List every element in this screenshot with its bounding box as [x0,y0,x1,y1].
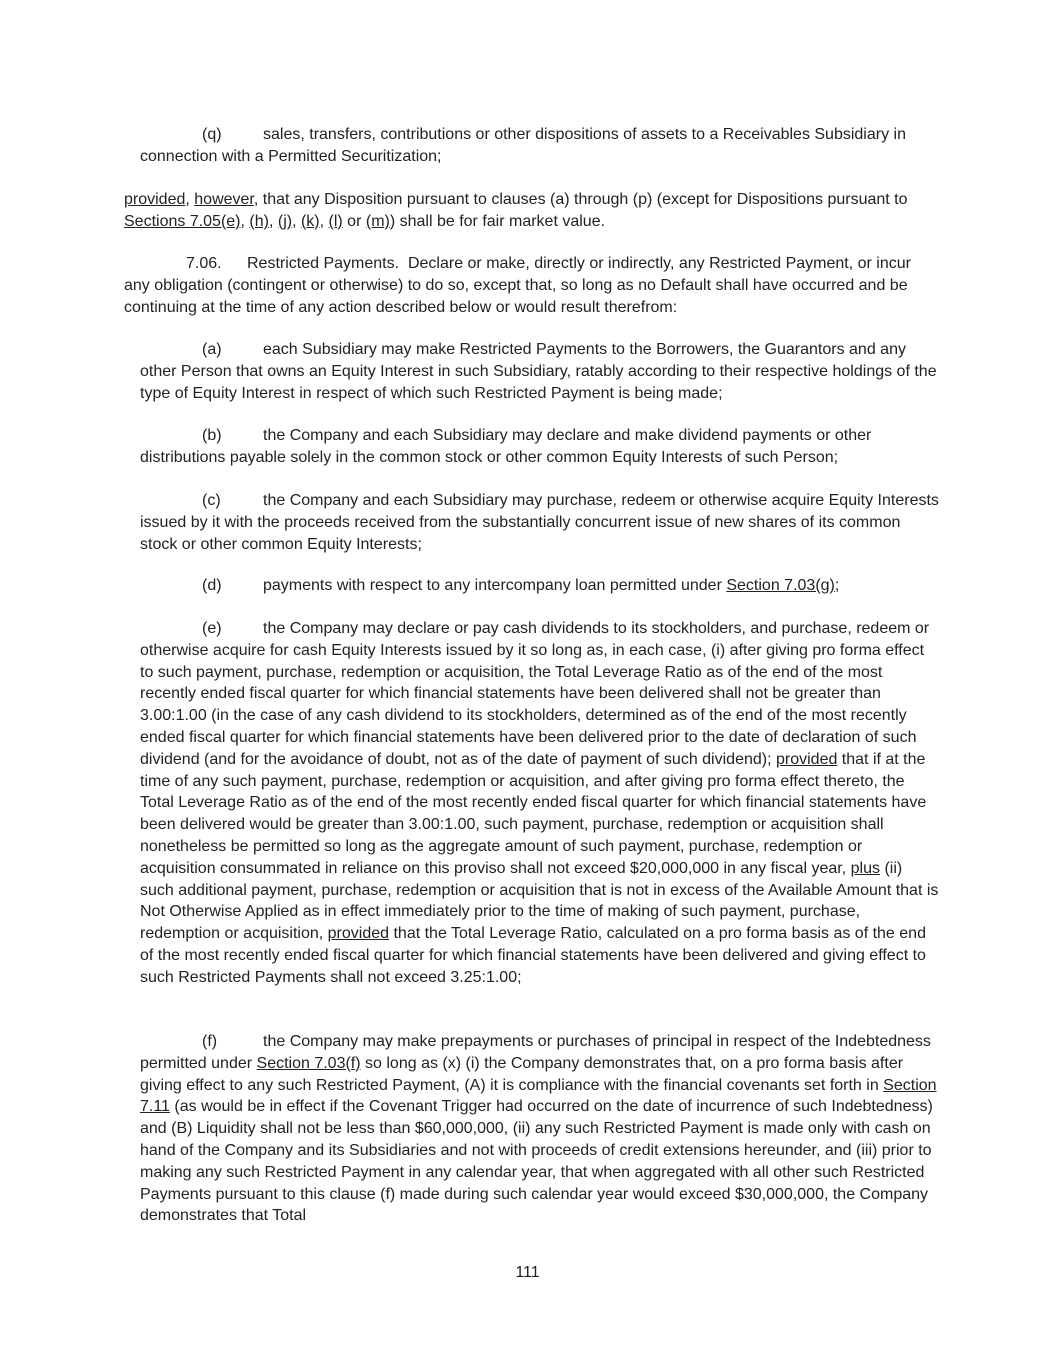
proviso-comma-2: , [268,212,278,230]
proviso-or: or [342,212,366,230]
clause-e-provided-2: provided [327,925,390,943]
clause-f-text2: so long as (x) (i) the Company demonstrates that, on a pro forma basis after giving effect to any such Restricted Payment, (A) it is compliance with the financial covenants set forth in [140,1054,904,1094]
clause-d [140,575,940,597]
clause-a-text: each Subsidiary may make Restricted Payments to the Borrowers, the Guarantors and any other Person that owns an Equity Interest in such Subsidiary, ratably according to their respective holdings of the type of Equity Interest in respect of which such Restricted Payment is being made; [140,341,937,402]
proviso-end: ) shall be for fair market value. [389,212,606,230]
clause-d-text: payments with respect to any intercompany loan permitted under [263,577,727,594]
clause-d-label: (d) [202,577,222,594]
clause-e-text3: (ii) such additional payment, purchase, redemption or acquisition that is not in excess of the Available Amount that is Not Otherwise Applied as in effect immediately prior to the time of making of such payment, purchase, redemption or acquisition, [140,859,939,943]
proviso-provided: provided [124,191,186,208]
proviso-paragraph [124,189,924,233]
clause-e-plus: plus [850,859,880,877]
clause-f [140,1031,940,1227]
proviso-comma-3: , [292,212,301,230]
clause-e-provided-1: provided [775,750,838,768]
clause-a [140,339,940,404]
clause-q-label: (q) [202,126,222,143]
clause-e [140,618,940,989]
section-number: 7.06. [186,255,222,272]
page-number: 111 [515,1264,540,1281]
clause-e-label: (e) [202,620,222,637]
proviso-ref-sections: Sections 7.05(e) [124,212,241,230]
clause-b-text: the Company and each Subsidiary may declare and make dividend payments or other distributions payable solely in the common stock or other common Equity Interests of such Person; [140,427,872,466]
clause-e-text1: the Company may declare or pay cash dividends to its stockholders, and purchase, redeem or otherwise acquire for cash Equity Interests issued by it so long as, in each case, (i) after giving pro forma effect to such payment, purchase, redemption or acquisition, the Total Leverage Ratio as of the end of the most recently ended fiscal quarter for which financial statements have been delivered shall not be greater than 3.00:1.00 (in the case of any cash dividend to its stockholders, determined as of the end of the most recently ended fiscal quarter for which financial statements have been delivered prior to the date of declaration of such dividend (and for the avoidance of doubt, not as of the date of payment of such dividend); [140,620,930,768]
clause-b-label: (b) [202,427,222,444]
proviso-sep1: , [185,191,195,208]
clause-a-label: (a) [202,341,222,358]
proviso-ref-l: (l) [328,212,343,230]
clause-d-end: ; [834,577,840,594]
proviso-ref-m: (m) [365,212,390,230]
clause-q-text: sales, transfers, contributions or other dispositions of assets to a Receivables Subsidiary in connection with a Permitted Securitization; [140,126,906,165]
proviso-ref-j: (j) [277,212,293,230]
proviso-however: however [194,191,254,208]
clause-f-text1: the Company may make prepayments or purchases of principal in respect of the Indebtedness permitted under [140,1033,931,1072]
clause-d-ref: Section 7.03(g) [726,577,835,594]
proviso-comma-4: , [319,212,329,230]
proviso-ref-h: (h) [249,212,269,230]
clause-e-text2: that if at the time of any such payment, purchase, redemption or acquisition, and after giving pro forma effect thereto, the Total Leverage Ratio as of the end of the most recently ended fiscal quarter for which financial statements have been delivered would be greater than 3.00:1.00, such payment, purchase, redemption or acquisition shall nonetheless be permitted so long as the aggregate amount of such payment, purchase, redemption or acquisition consummated in reliance on this proviso shall not exceed $20,000,000 in any fiscal year, [140,750,927,877]
proviso-ref-k: (k) [300,212,320,230]
clause-q [140,124,940,168]
section-heading: Restricted Payments. [247,255,400,272]
proviso-text1: , that any Disposition pursuant to clauses (a) through (p) (except for Dispositions pursuant to [253,191,908,208]
clause-c-text: the Company and each Subsidiary may purchase, redeem or otherwise acquire Equity Interests issued by it with the proceeds received from the substantially concurrent issue of new shares of its common stock or other common Equity Interests; [140,492,939,553]
proviso-comma-1: , [240,212,250,230]
clause-c [140,490,940,555]
clause-b [140,425,940,469]
clause-f-text3: (as would be in effect if the Covenant Trigger had occurred on the date of incurrence of such Indebtedness) and (B) Liquidity shall not be less than $60,000,000, (ii) any such Restricted Payment is made only with cash on hand of the Company and its Subsidiaries and not with proceeds of credit extensions hereunder, and (iii) prior to making any such Restricted Payment in any calendar year, that when aggregated with all other such Restricted Payments pursuant to this clause (f) made during such calendar year would exceed $30,000,000, the Company demonstrates that Total [140,1098,933,1225]
clause-f-ref-2: Section 7.11 [140,1076,937,1116]
clause-c-label: (c) [202,492,221,509]
clause-e-text4: that the Total Leverage Ratio, calculated on a pro forma basis as of the end of the most recently ended fiscal quarter for which financial statements have been delivered and giving effect to such Restricted Payments shall not exceed 3.25:1.00; [140,925,926,986]
clause-f-ref-1: Section 7.03(f) [256,1054,361,1072]
section-text: Declare or make, directly or indirectly, any Restricted Payment, or incur any obligation (contingent or otherwise) to do so, except that, so long as no Default shall have occurred and be continuing at the time of any action described below or would result therefrom: [124,255,911,316]
clause-f-label: (f) [202,1033,218,1050]
section-7-06 [124,253,924,318]
